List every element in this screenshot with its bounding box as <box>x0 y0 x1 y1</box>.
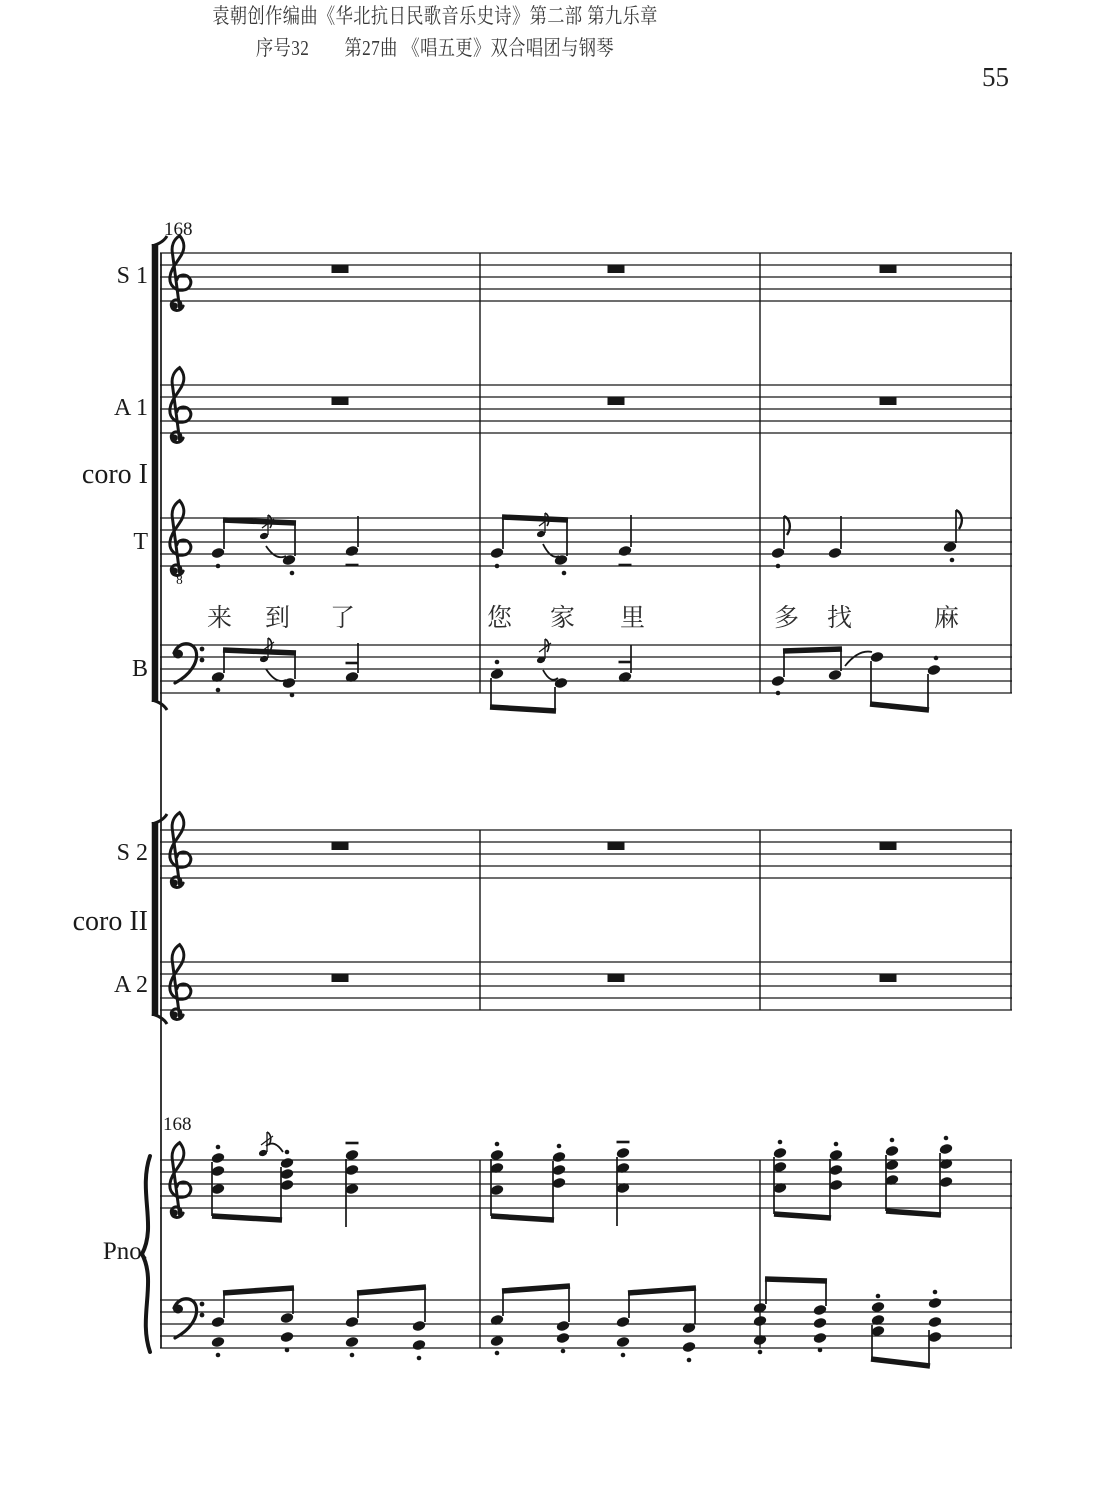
staff-lines <box>160 830 1012 878</box>
treble-clef-curve <box>170 368 191 443</box>
staccato-dot <box>933 1290 938 1295</box>
whole-rest <box>332 974 349 982</box>
staccato-dot <box>950 558 955 563</box>
whole-rest <box>880 974 897 982</box>
bass-clef <box>173 644 204 683</box>
octave-8-mark: 8 <box>176 572 183 588</box>
staff-lines <box>160 253 1012 301</box>
whole-rest <box>608 397 625 405</box>
staccato-dot <box>495 1142 500 1147</box>
whole-rest <box>332 265 349 273</box>
notehead <box>813 1332 828 1344</box>
beam <box>223 650 296 653</box>
staccato-dot <box>776 691 781 696</box>
staccato-dot <box>495 564 500 569</box>
beam <box>223 520 296 523</box>
whole-rest <box>332 397 349 405</box>
treble-clef-curve <box>170 945 191 1020</box>
treble-clef-curve <box>170 1143 191 1218</box>
beam <box>502 1286 570 1291</box>
tenuto-mark <box>619 661 632 664</box>
lyric-syllable: 您 <box>487 605 513 632</box>
staff-lines <box>160 385 1012 433</box>
treble-clef <box>170 501 191 588</box>
staff-label-a1: A 1 <box>113 395 148 421</box>
tie <box>266 669 286 681</box>
beam <box>871 1359 930 1366</box>
grace-note <box>259 515 274 540</box>
title-line-2: 序号32 第27曲 《唱五更》双合唱团与钢琴 <box>255 36 615 60</box>
whole-rest <box>880 265 897 273</box>
staff-label-b: B <box>131 656 148 682</box>
beam <box>628 1288 696 1293</box>
treble-clef-curve <box>170 813 191 888</box>
staccato-dot <box>495 660 500 665</box>
bracket-hook-top <box>152 236 167 246</box>
treble-clef <box>170 813 191 888</box>
lyric-syllable: 多 <box>774 605 800 632</box>
eighth-flag <box>956 510 962 529</box>
notehead <box>412 1339 427 1351</box>
beam <box>774 1214 831 1218</box>
notehead <box>556 1332 571 1344</box>
staccato-dot <box>890 1138 895 1143</box>
staccato-dot <box>216 564 221 569</box>
bracket-hook-bottom <box>152 1014 167 1024</box>
staff-label-s2: S 2 <box>116 840 148 866</box>
beam <box>783 649 842 651</box>
bass-clef <box>173 1299 204 1338</box>
bracket-hook-bottom <box>152 700 167 710</box>
staccato-dot <box>944 1136 949 1141</box>
treble-clef-dot <box>171 1012 178 1019</box>
staccato-dot <box>834 1142 839 1147</box>
staccato-dot <box>778 1140 783 1145</box>
treble-clef-dot <box>171 435 178 442</box>
treble-clef-dot <box>171 303 178 310</box>
staccato-dot <box>562 571 567 576</box>
grace-note <box>258 1132 273 1157</box>
staccato-dot <box>561 1349 566 1354</box>
whole-rest <box>608 842 625 850</box>
staccato-dot <box>818 1348 823 1353</box>
bass-clef-curve <box>174 644 197 683</box>
notehead <box>928 1316 943 1328</box>
staccato-dot <box>621 1353 626 1358</box>
system-bracket <box>152 814 167 1024</box>
tenuto-mark <box>619 564 632 567</box>
page-number: 55 <box>982 62 1009 92</box>
treble-clef-dot <box>171 1210 178 1217</box>
whole-rest <box>608 265 625 273</box>
staff-label-t: T <box>133 529 148 555</box>
notehead <box>928 1297 943 1309</box>
staccato-dot <box>417 1356 422 1361</box>
beam <box>357 1287 426 1293</box>
grace-note <box>536 639 551 664</box>
lyric-syllable: 了 <box>330 605 356 632</box>
staff-label-piano: Pno. <box>102 1238 148 1265</box>
measure-number-piano: 168 <box>163 1114 192 1135</box>
staccato-dot <box>216 1145 221 1150</box>
beam <box>870 704 929 710</box>
lyric-syllable: 麻 <box>934 605 960 632</box>
lyric-syllable: 来 <box>207 605 233 632</box>
title-line-1: 袁朝创作编曲《华北抗日民歌音乐史诗》第二部 第九乐章 <box>212 4 658 28</box>
tie <box>543 544 559 557</box>
staccato-dot <box>350 1353 355 1358</box>
staccato-dot <box>758 1350 763 1355</box>
measure-number-system: 168 <box>164 219 193 240</box>
notehead <box>345 1336 360 1348</box>
tenuto-mark <box>346 564 359 567</box>
lyric-syllable: 到 <box>265 605 291 632</box>
tenuto-mark <box>617 1141 630 1144</box>
lyric-syllable: 找 <box>827 605 853 632</box>
lyric-syllable: 里 <box>620 605 646 632</box>
treble-clef <box>170 236 191 311</box>
group-label-coro-2: coro II <box>72 906 148 937</box>
staccato-dot <box>934 656 939 661</box>
whole-rest <box>880 397 897 405</box>
beam <box>490 707 556 711</box>
notehead <box>616 1336 631 1348</box>
bass-clef-dot <box>200 1313 205 1318</box>
beam <box>223 1288 294 1293</box>
treble-clef-curve <box>170 501 191 576</box>
piano-brace <box>142 1156 150 1352</box>
whole-rest <box>608 974 625 982</box>
beam <box>886 1211 941 1215</box>
system-bracket <box>152 236 167 710</box>
treble-clef <box>170 945 191 1020</box>
beam <box>765 1279 827 1281</box>
bass-clef-dot <box>200 647 205 652</box>
notehead <box>682 1341 697 1353</box>
tie <box>543 670 558 680</box>
notehead <box>211 1336 226 1348</box>
tie <box>266 1144 283 1152</box>
bass-clef-dot <box>200 658 205 663</box>
tie <box>845 652 872 666</box>
bass-clef-dot <box>200 1302 205 1307</box>
treble-clef-dot <box>171 880 178 887</box>
beam <box>212 1216 282 1220</box>
staccato-dot <box>216 1353 221 1358</box>
staccato-dot <box>290 571 295 576</box>
staff-label-s1: S 1 <box>116 263 148 289</box>
whole-rest <box>880 842 897 850</box>
staccato-dot <box>776 564 781 569</box>
tenuto-mark <box>346 1142 359 1145</box>
notehead <box>753 1315 768 1327</box>
eighth-flag <box>784 516 790 535</box>
whole-rest <box>332 842 349 850</box>
staccato-dot <box>216 688 221 693</box>
lyric-syllable: 家 <box>550 605 576 632</box>
treble-clef <box>170 1143 191 1218</box>
beam <box>491 1216 554 1220</box>
beam <box>502 517 568 520</box>
staccato-dot <box>290 693 295 698</box>
group-label-coro-1: coro I <box>81 459 148 490</box>
staccato-dot <box>285 1348 290 1353</box>
notehead <box>280 1331 295 1343</box>
tie <box>266 546 286 557</box>
staff-lines <box>160 962 1012 1010</box>
notehead <box>813 1317 828 1329</box>
staccato-dot <box>285 1150 290 1155</box>
staccato-dot <box>557 1144 562 1149</box>
treble-clef-curve <box>170 236 191 311</box>
bracket-hook-top <box>152 814 167 824</box>
treble-clef <box>170 368 191 443</box>
staccato-dot <box>687 1358 692 1363</box>
tenuto-mark <box>346 662 359 665</box>
staff-label-a2: A 2 <box>113 972 148 998</box>
staccato-dot <box>495 1351 500 1356</box>
bass-clef-curve <box>174 1299 197 1338</box>
staccato-dot <box>876 1294 881 1299</box>
